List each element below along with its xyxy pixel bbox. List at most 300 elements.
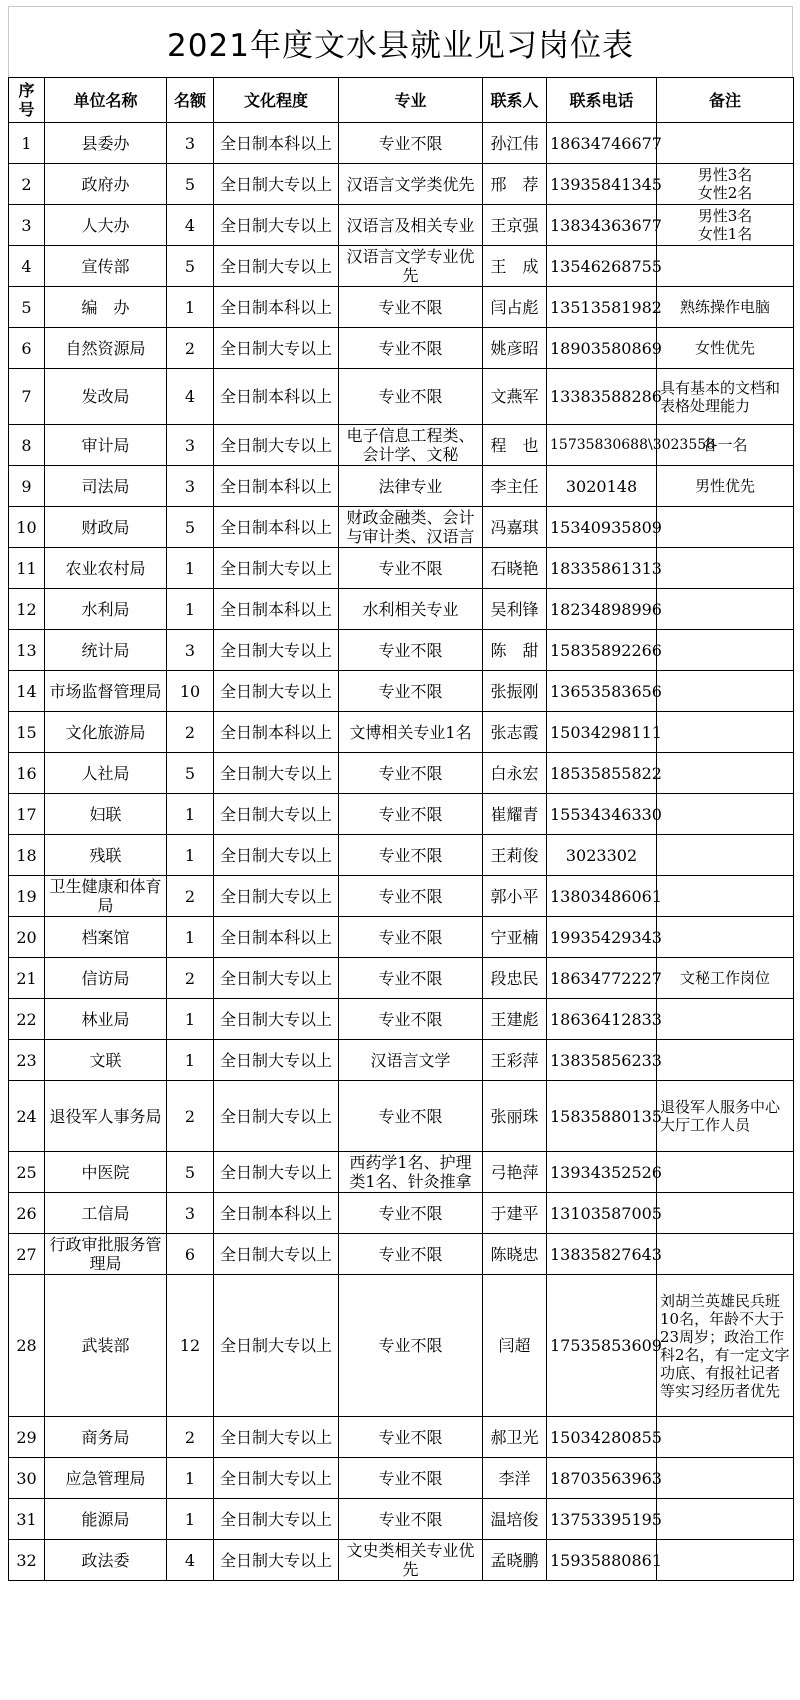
cell-unit-name: 县委办 <box>45 123 167 164</box>
cell-education: 全日制本科以上 <box>214 917 339 958</box>
cell-education: 全日制大专以上 <box>214 1417 339 1458</box>
cell-phone: 15034280855 <box>547 1417 657 1458</box>
cell-index: 9 <box>9 466 45 507</box>
cell-phone: 13835856233 <box>547 1040 657 1081</box>
cell-remarks <box>657 712 794 753</box>
cell-index: 15 <box>9 712 45 753</box>
cell-education: 全日制大专以上 <box>214 1458 339 1499</box>
cell-major: 专业不限 <box>339 917 483 958</box>
cell-index: 7 <box>9 369 45 425</box>
cell-quota: 5 <box>167 753 214 794</box>
cell-major: 专业不限 <box>339 1417 483 1458</box>
cell-major: 专业不限 <box>339 753 483 794</box>
cell-unit-name: 档案馆 <box>45 917 167 958</box>
cell-quota: 2 <box>167 328 214 369</box>
cell-phone: 13935841345 <box>547 164 657 205</box>
table-row <box>9 425 794 466</box>
cell-quota: 5 <box>167 1152 214 1193</box>
cell-remarks <box>657 794 794 835</box>
header-unit-name: 单位名称 <box>45 78 167 123</box>
cell-quota: 1 <box>167 548 214 589</box>
cell-education: 全日制大专以上 <box>214 1275 339 1417</box>
cell-contact: 闫超 <box>483 1275 547 1417</box>
cell-major: 汉语言文学类优先 <box>339 164 483 205</box>
cell-unit-name: 人社局 <box>45 753 167 794</box>
cell-remarks <box>657 123 794 164</box>
cell-phone: 19935429343 <box>547 917 657 958</box>
cell-quota: 4 <box>167 1540 214 1581</box>
cell-education: 全日制大专以上 <box>214 753 339 794</box>
cell-quota: 4 <box>167 369 214 425</box>
cell-unit-name: 市场监督管理局 <box>45 671 167 712</box>
cell-index: 16 <box>9 753 45 794</box>
cell-education: 全日制大专以上 <box>214 794 339 835</box>
cell-quota: 1 <box>167 1458 214 1499</box>
cell-quota: 1 <box>167 589 214 630</box>
cell-unit-name: 审计局 <box>45 425 167 466</box>
cell-education: 全日制本科以上 <box>214 287 339 328</box>
table-row <box>9 1193 794 1234</box>
cell-index: 17 <box>9 794 45 835</box>
cell-phone: 18903580869 <box>547 328 657 369</box>
cell-contact: 白永宏 <box>483 753 547 794</box>
table-row <box>9 1540 794 1581</box>
cell-major: 专业不限 <box>339 1081 483 1152</box>
cell-education: 全日制大专以上 <box>214 1234 339 1275</box>
cell-major: 专业不限 <box>339 876 483 917</box>
table-row <box>9 205 794 246</box>
cell-remarks <box>657 507 794 548</box>
cell-major: 专业不限 <box>339 1193 483 1234</box>
cell-index: 1 <box>9 123 45 164</box>
cell-quota: 1 <box>167 1040 214 1081</box>
table-row <box>9 1417 794 1458</box>
cell-contact: 王 成 <box>483 246 547 287</box>
cell-contact: 王建彪 <box>483 999 547 1040</box>
header-education: 文化程度 <box>214 78 339 123</box>
cell-index: 29 <box>9 1417 45 1458</box>
cell-index: 13 <box>9 630 45 671</box>
header-remarks: 备注 <box>657 78 794 123</box>
header-contact: 联系人 <box>483 78 547 123</box>
cell-phone: 13546268755 <box>547 246 657 287</box>
cell-remarks: 男性3名 女性1名 <box>657 205 794 246</box>
cell-contact: 程 也 <box>483 425 547 466</box>
cell-phone: 18335861313 <box>547 548 657 589</box>
cell-major: 汉语言文学专业优先 <box>339 246 483 287</box>
cell-education: 全日制大专以上 <box>214 1081 339 1152</box>
cell-remarks <box>657 630 794 671</box>
cell-major: 专业不限 <box>339 369 483 425</box>
cell-contact: 冯嘉琪 <box>483 507 547 548</box>
table-row <box>9 876 794 917</box>
cell-education: 全日制本科以上 <box>214 507 339 548</box>
cell-phone: 15835880135 <box>547 1081 657 1152</box>
cell-contact: 宁亚楠 <box>483 917 547 958</box>
table-row <box>9 1499 794 1540</box>
cell-contact: 段忠民 <box>483 958 547 999</box>
cell-quota: 5 <box>167 164 214 205</box>
cell-major: 文博相关专业1名 <box>339 712 483 753</box>
cell-remarks <box>657 1234 794 1275</box>
cell-unit-name: 统计局 <box>45 630 167 671</box>
cell-unit-name: 能源局 <box>45 1499 167 1540</box>
cell-major: 电子信息工程类、会计学、文秘 <box>339 425 483 466</box>
cell-contact: 王京强 <box>483 205 547 246</box>
table-row <box>9 1040 794 1081</box>
cell-remarks: 文秘工作岗位 <box>657 958 794 999</box>
cell-quota: 10 <box>167 671 214 712</box>
header-major: 专业 <box>339 78 483 123</box>
cell-phone: 15340935809 <box>547 507 657 548</box>
cell-contact: 闫占彪 <box>483 287 547 328</box>
cell-remarks <box>657 1193 794 1234</box>
cell-major: 专业不限 <box>339 1275 483 1417</box>
cell-index: 18 <box>9 835 45 876</box>
cell-quota: 4 <box>167 205 214 246</box>
table-row <box>9 1275 794 1417</box>
cell-index: 3 <box>9 205 45 246</box>
cell-education: 全日制大专以上 <box>214 548 339 589</box>
cell-index: 11 <box>9 548 45 589</box>
cell-remarks <box>657 753 794 794</box>
cell-major: 汉语言及相关专业 <box>339 205 483 246</box>
cell-phone: 18636412833 <box>547 999 657 1040</box>
cell-major: 法律专业 <box>339 466 483 507</box>
cell-index: 27 <box>9 1234 45 1275</box>
cell-education: 全日制本科以上 <box>214 466 339 507</box>
page-title: 2021年度文水县就业见习岗位表 <box>8 6 793 77</box>
cell-unit-name: 退役军人事务局 <box>45 1081 167 1152</box>
cell-remarks <box>657 1499 794 1540</box>
cell-phone: 13803486061 <box>547 876 657 917</box>
cell-phone: 13835827643 <box>547 1234 657 1275</box>
cell-unit-name: 政法委 <box>45 1540 167 1581</box>
cell-quota: 1 <box>167 794 214 835</box>
cell-phone: 18634746677 <box>547 123 657 164</box>
cell-quota: 3 <box>167 630 214 671</box>
cell-index: 6 <box>9 328 45 369</box>
cell-index: 31 <box>9 1499 45 1540</box>
cell-contact: 郝卫光 <box>483 1417 547 1458</box>
cell-major: 专业不限 <box>339 328 483 369</box>
cell-remarks <box>657 589 794 630</box>
cell-contact: 弓艳萍 <box>483 1152 547 1193</box>
cell-index: 10 <box>9 507 45 548</box>
table-row <box>9 328 794 369</box>
header-index: 序号 <box>9 78 45 123</box>
cell-index: 5 <box>9 287 45 328</box>
table-row <box>9 712 794 753</box>
cell-unit-name: 编 办 <box>45 287 167 328</box>
cell-phone: 13653583656 <box>547 671 657 712</box>
cell-phone: 18234898996 <box>547 589 657 630</box>
table-row <box>9 164 794 205</box>
cell-quota: 2 <box>167 712 214 753</box>
cell-major: 财政金融类、会计与审计类、汉语言 <box>339 507 483 548</box>
cell-contact: 崔耀青 <box>483 794 547 835</box>
table-row <box>9 917 794 958</box>
cell-remarks: 男性3名 女性2名 <box>657 164 794 205</box>
cell-unit-name: 自然资源局 <box>45 328 167 369</box>
cell-unit-name: 水利局 <box>45 589 167 630</box>
cell-remarks <box>657 548 794 589</box>
cell-major: 专业不限 <box>339 548 483 589</box>
table-row <box>9 671 794 712</box>
cell-phone: 13513581982 <box>547 287 657 328</box>
cell-remarks <box>657 246 794 287</box>
cell-contact: 温培俊 <box>483 1499 547 1540</box>
cell-index: 4 <box>9 246 45 287</box>
cell-major: 专业不限 <box>339 958 483 999</box>
cell-unit-name: 财政局 <box>45 507 167 548</box>
cell-contact: 王莉俊 <box>483 835 547 876</box>
cell-contact: 陈晓忠 <box>483 1234 547 1275</box>
table-row <box>9 753 794 794</box>
cell-index: 8 <box>9 425 45 466</box>
cell-contact: 郭小平 <box>483 876 547 917</box>
cell-phone: 17535853609 <box>547 1275 657 1417</box>
cell-phone: 13383588286 <box>547 369 657 425</box>
table-row <box>9 369 794 425</box>
cell-quota: 5 <box>167 246 214 287</box>
cell-education: 全日制大专以上 <box>214 1040 339 1081</box>
cell-contact: 张志霞 <box>483 712 547 753</box>
cell-unit-name: 行政审批服务管理局 <box>45 1234 167 1275</box>
cell-index: 19 <box>9 876 45 917</box>
cell-phone: 15034298111 <box>547 712 657 753</box>
cell-education: 全日制大专以上 <box>214 205 339 246</box>
cell-unit-name: 发改局 <box>45 369 167 425</box>
cell-unit-name: 林业局 <box>45 999 167 1040</box>
document-page <box>8 6 793 1581</box>
cell-education: 全日制大专以上 <box>214 958 339 999</box>
table-row <box>9 466 794 507</box>
header-phone: 联系电话 <box>547 78 657 123</box>
table-row <box>9 958 794 999</box>
cell-remarks <box>657 1040 794 1081</box>
cell-unit-name: 武装部 <box>45 1275 167 1417</box>
cell-remarks <box>657 1458 794 1499</box>
cell-contact: 李洋 <box>483 1458 547 1499</box>
cell-index: 30 <box>9 1458 45 1499</box>
cell-phone: 15735830688\3023550 <box>547 425 657 466</box>
table-row <box>9 287 794 328</box>
cell-index: 28 <box>9 1275 45 1417</box>
table-row <box>9 246 794 287</box>
cell-major: 专业不限 <box>339 287 483 328</box>
cell-education: 全日制大专以上 <box>214 425 339 466</box>
cell-phone: 13934352526 <box>547 1152 657 1193</box>
table-row <box>9 507 794 548</box>
cell-contact: 姚彦昭 <box>483 328 547 369</box>
cell-unit-name: 农业农村局 <box>45 548 167 589</box>
cell-index: 32 <box>9 1540 45 1581</box>
cell-quota: 3 <box>167 425 214 466</box>
cell-quota: 2 <box>167 876 214 917</box>
cell-phone: 13834363677 <box>547 205 657 246</box>
cell-education: 全日制大专以上 <box>214 246 339 287</box>
cell-major: 专业不限 <box>339 630 483 671</box>
cell-index: 20 <box>9 917 45 958</box>
cell-phone: 15935880861 <box>547 1540 657 1581</box>
header-quota: 名额 <box>167 78 214 123</box>
cell-quota: 3 <box>167 466 214 507</box>
table-row <box>9 589 794 630</box>
cell-remarks: 男性优先 <box>657 466 794 507</box>
cell-index: 21 <box>9 958 45 999</box>
cell-unit-name: 卫生健康和体育局 <box>45 876 167 917</box>
cell-education: 全日制大专以上 <box>214 630 339 671</box>
table-row <box>9 999 794 1040</box>
cell-contact: 张丽珠 <box>483 1081 547 1152</box>
cell-unit-name: 中医院 <box>45 1152 167 1193</box>
table-row <box>9 835 794 876</box>
cell-phone: 18634772227 <box>547 958 657 999</box>
cell-remarks <box>657 917 794 958</box>
cell-quota: 1 <box>167 287 214 328</box>
cell-education: 全日制大专以上 <box>214 1152 339 1193</box>
cell-index: 2 <box>9 164 45 205</box>
cell-contact: 陈 甜 <box>483 630 547 671</box>
cell-major: 专业不限 <box>339 794 483 835</box>
cell-quota: 2 <box>167 1417 214 1458</box>
cell-index: 25 <box>9 1152 45 1193</box>
cell-remarks <box>657 876 794 917</box>
cell-education: 全日制大专以上 <box>214 671 339 712</box>
cell-contact: 张振刚 <box>483 671 547 712</box>
cell-major: 专业不限 <box>339 1234 483 1275</box>
cell-unit-name: 人大办 <box>45 205 167 246</box>
cell-remarks: 女性优先 <box>657 328 794 369</box>
cell-remarks <box>657 671 794 712</box>
cell-education: 全日制大专以上 <box>214 876 339 917</box>
cell-unit-name: 妇联 <box>45 794 167 835</box>
cell-quota: 6 <box>167 1234 214 1275</box>
cell-remarks: 具有基本的文档和表格处理能力 <box>657 369 794 425</box>
cell-phone: 3020148 <box>547 466 657 507</box>
cell-major: 专业不限 <box>339 671 483 712</box>
cell-major: 汉语言文学 <box>339 1040 483 1081</box>
cell-remarks <box>657 835 794 876</box>
table-body <box>9 123 794 1581</box>
table-row <box>9 1458 794 1499</box>
cell-major: 专业不限 <box>339 835 483 876</box>
cell-contact: 孟晓鹏 <box>483 1540 547 1581</box>
cell-major: 专业不限 <box>339 1458 483 1499</box>
cell-contact: 王彩萍 <box>483 1040 547 1081</box>
cell-remarks: 刘胡兰英雄民兵班10名，年龄不大于23周岁；政治工作科2名，有一定文字功底、有报社记者等实习经历者优先 <box>657 1275 794 1417</box>
cell-quota: 1 <box>167 917 214 958</box>
cell-unit-name: 残联 <box>45 835 167 876</box>
table-header-row <box>9 78 794 123</box>
cell-major: 专业不限 <box>339 1499 483 1540</box>
cell-unit-name: 文化旅游局 <box>45 712 167 753</box>
cell-index: 24 <box>9 1081 45 1152</box>
cell-index: 23 <box>9 1040 45 1081</box>
cell-education: 全日制大专以上 <box>214 328 339 369</box>
cell-education: 全日制大专以上 <box>214 164 339 205</box>
table-row <box>9 123 794 164</box>
cell-quota: 2 <box>167 1081 214 1152</box>
cell-education: 全日制大专以上 <box>214 1499 339 1540</box>
table-row <box>9 630 794 671</box>
cell-remarks <box>657 1152 794 1193</box>
cell-phone: 15534346330 <box>547 794 657 835</box>
table-row <box>9 548 794 589</box>
cell-major: 西药学1名、护理类1名、针灸推拿 <box>339 1152 483 1193</box>
cell-quota: 1 <box>167 1499 214 1540</box>
cell-unit-name: 工信局 <box>45 1193 167 1234</box>
cell-contact: 孙江伟 <box>483 123 547 164</box>
cell-contact: 李主任 <box>483 466 547 507</box>
cell-education: 全日制本科以上 <box>214 123 339 164</box>
cell-contact: 邢 荐 <box>483 164 547 205</box>
cell-phone: 18703563963 <box>547 1458 657 1499</box>
cell-phone: 3023302 <box>547 835 657 876</box>
cell-education: 全日制大专以上 <box>214 999 339 1040</box>
cell-phone: 13753395195 <box>547 1499 657 1540</box>
cell-quota: 3 <box>167 1193 214 1234</box>
table-row <box>9 794 794 835</box>
table-row <box>9 1234 794 1275</box>
cell-index: 26 <box>9 1193 45 1234</box>
cell-index: 12 <box>9 589 45 630</box>
cell-major: 文史类相关专业优先 <box>339 1540 483 1581</box>
cell-education: 全日制本科以上 <box>214 712 339 753</box>
cell-quota: 3 <box>167 123 214 164</box>
cell-contact: 吴利锋 <box>483 589 547 630</box>
cell-major: 水利相关专业 <box>339 589 483 630</box>
cell-education: 全日制本科以上 <box>214 369 339 425</box>
cell-unit-name: 宣传部 <box>45 246 167 287</box>
cell-major: 专业不限 <box>339 123 483 164</box>
cell-unit-name: 应急管理局 <box>45 1458 167 1499</box>
cell-education: 全日制本科以上 <box>214 1193 339 1234</box>
cell-quota: 1 <box>167 835 214 876</box>
cell-quota: 5 <box>167 507 214 548</box>
cell-unit-name: 政府办 <box>45 164 167 205</box>
table-row <box>9 1081 794 1152</box>
cell-unit-name: 信访局 <box>45 958 167 999</box>
table-row <box>9 1152 794 1193</box>
cell-quota: 12 <box>167 1275 214 1417</box>
cell-education: 全日制本科以上 <box>214 589 339 630</box>
cell-unit-name: 文联 <box>45 1040 167 1081</box>
cell-major: 专业不限 <box>339 999 483 1040</box>
cell-education: 全日制大专以上 <box>214 1540 339 1581</box>
cell-remarks: 退役军人服务中心大厅工作人员 <box>657 1081 794 1152</box>
cell-quota: 1 <box>167 999 214 1040</box>
cell-unit-name: 司法局 <box>45 466 167 507</box>
cell-index: 14 <box>9 671 45 712</box>
cell-contact: 石晓艳 <box>483 548 547 589</box>
cell-phone: 15835892266 <box>547 630 657 671</box>
cell-index: 22 <box>9 999 45 1040</box>
cell-remarks: 各一名 <box>657 425 794 466</box>
cell-remarks: 熟练操作电脑 <box>657 287 794 328</box>
cell-phone: 13103587005 <box>547 1193 657 1234</box>
cell-quota: 2 <box>167 958 214 999</box>
cell-remarks <box>657 1540 794 1581</box>
cell-contact: 于建平 <box>483 1193 547 1234</box>
cell-remarks <box>657 1417 794 1458</box>
cell-phone: 18535855822 <box>547 753 657 794</box>
positions-table <box>8 77 794 1581</box>
cell-education: 全日制大专以上 <box>214 835 339 876</box>
cell-unit-name: 商务局 <box>45 1417 167 1458</box>
cell-remarks <box>657 999 794 1040</box>
